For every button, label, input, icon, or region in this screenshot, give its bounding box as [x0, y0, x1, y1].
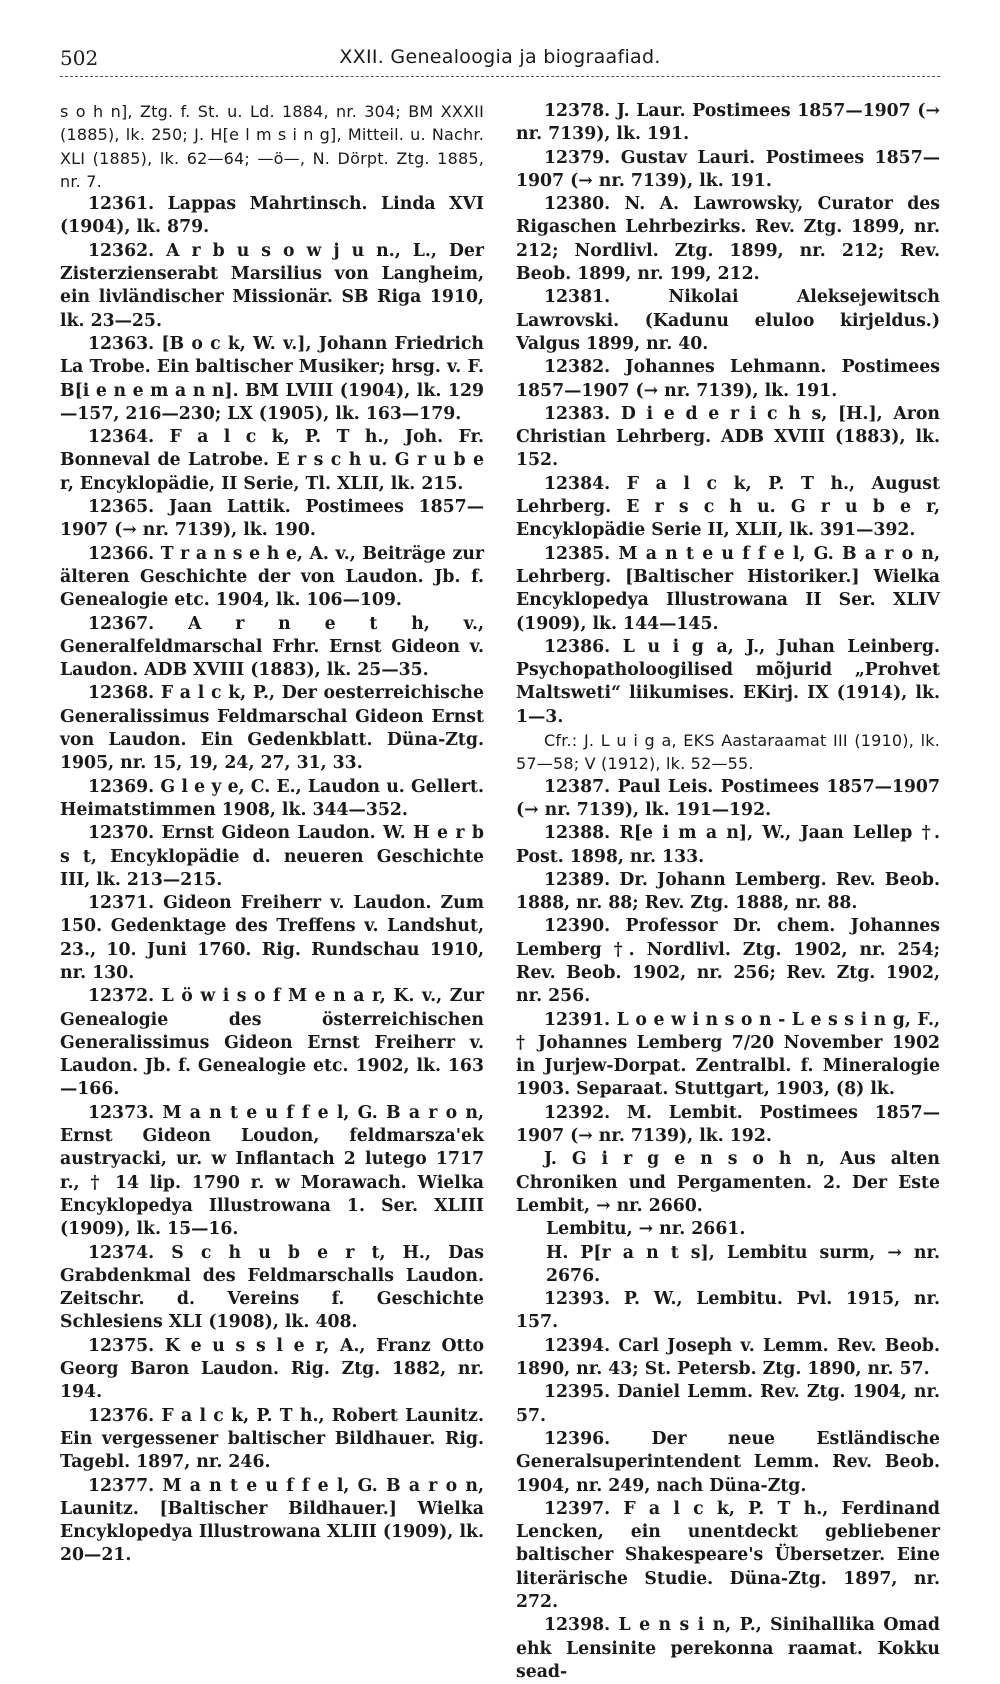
left-column [60, 100, 484, 1568]
bibliography-entry: 12393. P. W., Lembitu. Pvl. 1915, nr. 157. [516, 1289, 940, 1333]
bibliography-entry: 12372. L ö w i s o f M e n a r, K. v., Zur Genealogie des österreichischen Generalissimus Gideon Ernst Freiherr v. Laudon. Jb. f. Genealogie etc. 1902, lk. 163—166. [60, 986, 484, 1100]
bibliography-entry: 12394. Carl Joseph v. Lemm. Rev. Beob. 1890, nr. 43; St. Petersb. Ztg. 1890, nr. 57. [516, 1335, 940, 1380]
bibliography-entry: 12361. Lappas Mahrtinsch. Linda XVI (1904), lk. 879. [60, 194, 484, 238]
bibliography-entry: 12398. L e n s i n, P., Sinihallika Omad ehk Lensinite perekonna raamat. Kokku sead- [516, 1615, 940, 1682]
bibliography-entry: 12364. F a l c k, P. T h., Joh. Fr. Bonneval de Latrobe. E r s c h u. G r u b e r, Encyklopädie, II Serie, Tl. XLII, lk. 215. [60, 427, 484, 494]
bibliography-entry: 12365. Jaan Lattik. Postimees 1857—1907 (→ nr. 7139), lk. 190. [60, 497, 484, 541]
bibliography-entry: 12384. F a l c k, P. T h., August Lehrberg. E r s c h u. G r u b e r, Encyklopädie Serie II, XLII, lk. 391—392. [516, 473, 940, 541]
bibliography-entry: 12380. N. A. Lawrowsky, Curator des Rigaschen Lehrbezirks. Rev. Ztg. 1899, nr. 212; Nordlivl. Ztg. 1899, nr. 212; Rev. Beob. 1899, nr. 199, 212. [516, 194, 940, 285]
bibliography-entry: 12389. Dr. Johann Lemberg. Rev. Beob. 1888, nr. 88; Rev. Ztg. 1888, nr. 88. [516, 869, 940, 914]
bibliography-entry: 12369. G l e y e, C. E., Laudon u. Gellert. Heimatstimmen 1908, lk. 344—352. [60, 776, 484, 820]
bibliography-entry: 12391. L o e w i n s o n - L e s s i n g, F., † Johannes Lemberg 7/20 November 1902 in Jurjew-Dorpat. Zentralbl. f. Mineralogie 1903. Separaat. Stuttgart, 1903, (8) lk. [516, 1009, 940, 1100]
bibliography-entry: 12382. Johannes Lehmann. Postimees 1857—1907 (→ nr. 7139), lk. 191. [516, 357, 940, 401]
bibliography-entry: 12363. [B o c k, W. v.], Johann Friedrich La Trobe. Ein baltischer Musiker; hrsg. v. F. B[i e n e m a n n]. BM LVIII (1904), lk. 129—157, 216—230; LX (1905), lk. 163—179. [60, 333, 484, 424]
page-header [60, 40, 940, 74]
bibliography-entry: 12381. Nikolai Aleksejewitsch Lawrovski. (Kadunu eluloo kirjeldus.) Valgus 1899, nr. 40. [516, 287, 940, 354]
bibliography-entry: 12367. A r n e t h, v., Generalfeldmarschal Frhr. Ernst Gideon v. Laudon. ADB XVIII (1883), lk. 25—35. [60, 613, 484, 681]
header-rule [60, 76, 940, 77]
bibliography-entry: Lembitu, → nr. 2661. [546, 1219, 746, 1240]
bibliography-entry: 12396. Der neue Estländische Generalsuperintendent Lemm. Rev. Beob. 1904, nr. 249, nach Düna-Ztg. [516, 1428, 940, 1496]
bibliography-entry: 12371. Gideon Freiherr v. Laudon. Zum 150. Gedenktage des Treffens v. Landshut, 23., 10. Juni 1760. Rig. Rundschau 1910, nr. 130. [60, 893, 484, 983]
bibliography-entry: 12390. Professor Dr. chem. Johannes Lemberg †. Nordlivl. Ztg. 1902, nr. 254; Rev. Beob. 1902, nr. 256; Rev. Ztg. 1902, nr. 256. [516, 916, 940, 1007]
bibliography-entry: 12374. S c h u b e r t, H., Das Grabdenkmal des Feldmarschalls Laudon. Zeitschr. d. Vereins f. Geschichte Schlesiens XLI (1908), lk. 408. [60, 1242, 484, 1333]
page-number: 502 [60, 46, 99, 70]
bibliography-entry: 12373. M a n t e u f f e l, G. B a r o n, Ernst Gideon Loudon, feldmarsza'ek austryacki, ur. w Inflantach 2 lutego 1717 r., † 14 lip. 1790 r. w Morawach. Wielka Encyklopedya Illustrowana 1. Ser. XLIII (1909), lk. 15—16. [60, 1102, 484, 1240]
bibliography-entry: s o h n], Ztg. f. St. u. Ld. 1884, nr. 304; BM XXXII (1885), lk. 250; J. H[e l m s i n g], Mitteil. u. Nachr. XLI (1885), lk. 62—64; —ö—, N. Dörpt. Ztg. 1885, nr. 7. [60, 102, 484, 191]
bibliography-entry: 12376. F a l c k, P. T h., Robert Launitz. Ein vergessener baltischer Bildhauer. Rig. Tagebl. 1897, nr. 246. [60, 1405, 484, 1473]
bibliography-entry: 12383. D i e d e r i c h s, [H.], Aron Christian Lehrberg. ADB XVIII (1883), lk. 152. [516, 403, 940, 471]
bibliography-entry: 12366. T r a n s e h e, A. v., Beiträge zur älteren Geschichte der von Laudon. Jb. f. Genealogie etc. 1904, lk. 106—109. [60, 543, 484, 611]
bibliography-entry: 12385. M a n t e u f f e l, G. B a r o n, Lehrberg. [Baltischer Historiker.] Wielka Encyklopedya Illustrowana II Ser. XLIV (1909), lk. 144—145. [516, 543, 940, 634]
bibliography-entry: 12378. J. Laur. Postimees 1857—1907 (→ nr. 7139), lk. 191. [516, 101, 940, 145]
bibliography-entry: 12368. F a l c k, P., Der oesterreichische Generalissimus Feldmarschal Gideon Ernst von Laudon. Ein Gedenkblatt. Düna-Ztg. 1905, nr. 15, 19, 24, 27, 31, 33. [60, 683, 484, 774]
bibliography-entry: 12362. A r b u s o w j u n., L., Der Zisterzienserabt Marsilius von Langheim, ein livländischer Missionär. SB Riga 1910, lk. 23—25. [60, 240, 484, 331]
bibliography-entry: J. G i r g e n s o h n, Aus alten Chroniken und Pergamenten. 2. Der Este Lembit, → nr. 2660. [516, 1149, 940, 1216]
bibliography-entry: 12392. M. Lembit. Postimees 1857—1907 (→ nr. 7139), lk. 192. [516, 1102, 940, 1147]
bibliography-entry: 12375. K e u s s l e r, A., Franz Otto Georg Baron Laudon. Rig. Ztg. 1882, nr. 194. [60, 1335, 484, 1403]
bibliography-entry: Cfr.: J. L u i g a, EKS Aastaraamat III (1910), lk. 57—58; V (1912), lk. 52—55. [516, 731, 940, 774]
right-column [516, 100, 940, 1684]
bibliography-entry: 12397. F a l c k, P. T h., Ferdinand Lencken, ein unentdeckt gebliebener baltischer Shakespeare's Übersetzer. Eine literärische Studie. Düna-Ztg. 1897, nr. 272. [516, 1498, 940, 1612]
bibliography-entry: 12388. R[e i m a n], W., Jaan Lellep †. Post. 1898, nr. 133. [516, 823, 940, 867]
bibliography-entry: 12370. Ernst Gideon Laudon. W. H e r b s t, Encyklopädie d. neueren Geschichte III, lk. 213—215. [60, 823, 484, 890]
bibliography-entry: 12386. L u i g a, J., Juhan Leinberg. Psychopatholoogilised mõjurid „Prohvet Maltsweti“ liikumises. EKirj. IX (1914), lk. 1—3. [516, 636, 940, 727]
bibliography-entry: 12377. M a n t e u f f e l, G. B a r o n, Launitz. [Baltischer Bildhauer.] Wielka Encyklopedya Illustrowana XLIII (1909), lk. 20—21. [60, 1475, 484, 1566]
bibliography-entry: 12387. Paul Leis. Postimees 1857—1907 (→ nr. 7139), lk. 191—192. [516, 776, 940, 820]
bibliography-entry: 12395. Daniel Lemm. Rev. Ztg. 1904, nr. 57. [516, 1382, 940, 1426]
running-head: XXII. Genealoogia ja biograafiad. [339, 46, 661, 68]
bibliography-entry: 12379. Gustav Lauri. Postimees 1857—1907 (→ nr. 7139), lk. 191. [516, 147, 940, 191]
bibliography-entry: H. P[r a n t s], Lembitu surm, → nr. 2676. [546, 1242, 940, 1286]
